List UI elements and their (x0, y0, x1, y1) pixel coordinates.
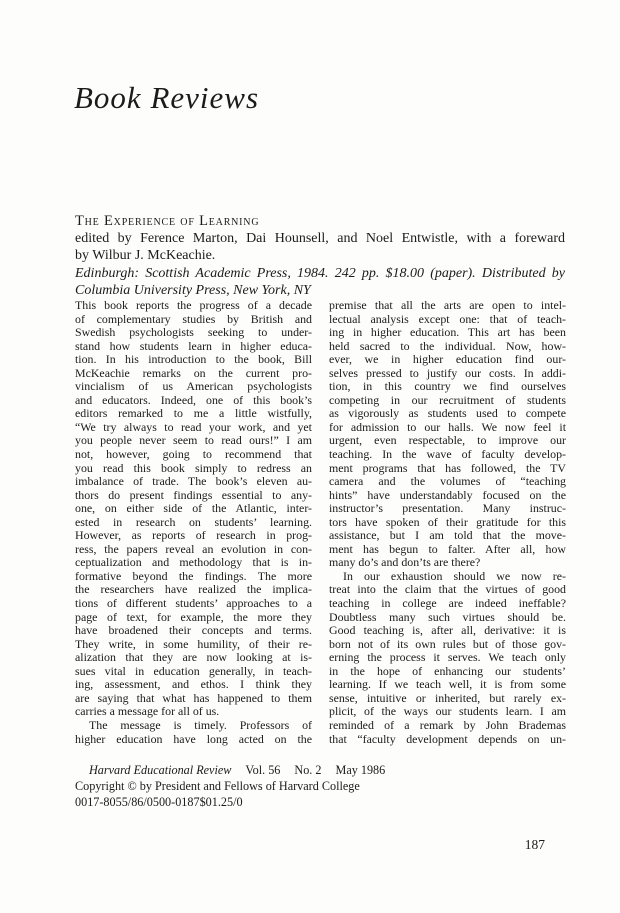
text-line: carries a message for all of us. (75, 704, 220, 719)
text-line: of complementary studies by British and (75, 311, 312, 326)
paragraph (75, 719, 312, 746)
text-line: The message is timely. Professors of (89, 717, 312, 732)
text-line: Edinburgh: Scottish Academic Press, 1984. 242 pp. $18.00 (paper). Distributed by (75, 265, 565, 281)
text-line: that “faculty development depends on un- (329, 731, 566, 746)
text-line: in the hope of enhancing our students’ (329, 663, 566, 678)
text-line: hints” have understandably focused on the (329, 487, 566, 502)
text-line: tors have spoken of their gratitude for this (329, 514, 566, 529)
text-line: Good teaching is, after all, derivative: it is (329, 623, 566, 638)
text-line: imbalance of trade. The book’s eleven au- (75, 474, 312, 489)
text-line: urgent, even respectable, to improve our (329, 433, 566, 448)
text-line: ment has begun to falter. After all, how (329, 541, 566, 556)
text-line: assistance, but I am told that the move- (329, 528, 566, 543)
text-line: Doubtless many such virtues should be. (329, 609, 566, 624)
text-line: Swedish psychologists seeking to under- (75, 325, 312, 340)
text-line: have broadened their concepts and terms. (75, 623, 312, 638)
right-column (329, 299, 566, 746)
text-line: editors remarked to me a little wistfully, (75, 406, 312, 421)
text-line: teaching in college are indeed ineffable? (329, 596, 566, 611)
text-line: formative beyond the findings. The more (75, 568, 312, 583)
review-body (75, 299, 566, 746)
section-title: Book Reviews (74, 80, 260, 115)
text-line: as vigorously as students used to compete (329, 406, 566, 421)
text-line: and educators. Indeed, one of this book’s (75, 392, 312, 407)
issn-code-line: 0017-8055/86/0500-0187$01.25/0 (75, 794, 243, 809)
copyright-line: Copyright © by President and Fellows of Harvard College (75, 778, 360, 793)
text-line: stand how students learn in higher educa- (75, 338, 312, 353)
text-line: erning the process it serves. We teach only (329, 650, 566, 665)
text-line: tions of different students’ approaches to a (75, 596, 312, 611)
book-citation (75, 265, 565, 299)
text-line: lectual analysis except one: that of teach- (329, 311, 566, 326)
text-line: alization that they are now looking at is- (75, 650, 312, 665)
text-line: However, as reports of research in prog- (75, 528, 312, 543)
text-line: ceptualization and methodology that is in- (75, 555, 312, 570)
text-line: In our exhaustion should we now re- (343, 568, 566, 583)
page-number: 187 (524, 837, 545, 852)
text-line: born not of its own rules but of those gov- (329, 636, 566, 651)
text-line: held sacred to the individual. Now, how- (329, 338, 566, 353)
journal-imprint (75, 763, 565, 810)
text-line: higher education have long acted on the (75, 731, 312, 746)
issue-date: May 1986 (335, 763, 386, 777)
text-line: ing in higher education. This art has been (329, 325, 566, 340)
text-line: treat into the claim that the virtues of good (329, 582, 566, 597)
text-line: ing, assessment, and ethos. I think they (75, 677, 312, 692)
text-line: Columbia University Press, New York, NY (75, 282, 311, 298)
text-line: ment programs that has followed, the TV (329, 460, 566, 475)
text-line: you read this book simply to redress an (75, 460, 312, 475)
book-heading (75, 213, 565, 299)
journal-name: Harvard Educational Review (89, 763, 232, 777)
text-line: ress, the papers reveal an evolution in con- (75, 541, 312, 556)
text-line: not, however, going to recommend that (75, 447, 312, 462)
text-line: vincialism of us American psychologists (75, 379, 312, 394)
text-line: teaching. In the wave of faculty develop- (329, 447, 566, 462)
volume: Vol. 56 (245, 763, 281, 777)
text-line: camera and the volumes of “teaching (329, 474, 566, 489)
book-editors (75, 230, 565, 264)
text-line: reminded of a remark by John Brademas (329, 717, 566, 732)
text-line: one, on either side of the Atlantic, inter- (75, 501, 312, 516)
book-title: The Experience of Learning (75, 213, 260, 229)
text-line: page of text, for example, the more they (75, 609, 312, 624)
text-line: sense, intuitive or inherited, but rarely ex- (329, 690, 566, 705)
text-line: plicit, of the ways our students learn. I am (329, 704, 566, 719)
text-line: ever, we in higher education find our- (329, 352, 566, 367)
text-line: you people never seem to read ours!” I am (75, 433, 312, 448)
left-column (75, 299, 312, 746)
text-line: “We try always to read your work, and yet (75, 419, 312, 434)
paragraph (329, 570, 566, 746)
text-line: ested in research on students’ learning. (75, 514, 312, 529)
text-line: edited by Ference Marton, Dai Hounsell, and Noel Entwistle, with a foreward (75, 231, 565, 247)
text-line: sues vital in education generally, in teach- (75, 663, 312, 678)
text-line: the researchers have realized the implica- (75, 582, 312, 597)
text-line: They write, in some humility, of their re- (75, 636, 312, 651)
text-line: by Wilbur J. McKeachie. (75, 248, 216, 264)
text-line: thors do present findings essential to any- (75, 487, 312, 502)
text-line: many do’s and don’ts are there? (329, 555, 481, 570)
paragraph (75, 299, 312, 719)
text-line: for admission to our halls. We now feel it (329, 419, 566, 434)
text-line: instructor’s presentation. Many instruc- (329, 501, 566, 516)
text-line: This book reports the progress of a decade (75, 298, 312, 312)
text-line: tion. In his introduction to the book, Bill (75, 352, 312, 367)
text-line: learning. If we teach well, it is from some (329, 677, 566, 692)
paragraph (329, 299, 566, 570)
text-line: premise that all the arts are open to intel- (329, 298, 566, 312)
text-line: McKeachie remarks on the current pro- (75, 365, 312, 380)
text-line: tion, in this country we find ourselves (329, 379, 566, 394)
imprint-volume-line (75, 763, 565, 779)
text-line: are saying that what has happened to them (75, 690, 312, 705)
text-line: selves pressed to justify our costs. In addi- (329, 365, 566, 380)
text-line: competing in our recruitment of students (329, 392, 566, 407)
issue-number: No. 2 (294, 763, 322, 777)
